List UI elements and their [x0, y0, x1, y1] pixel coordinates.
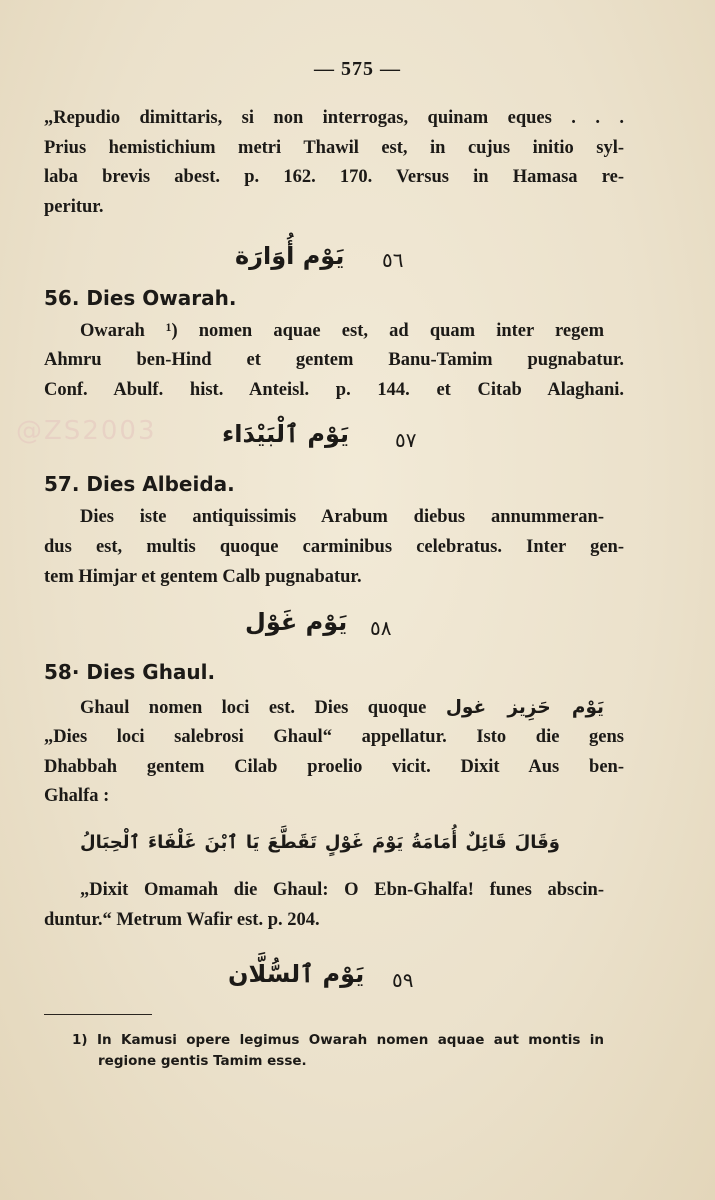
- text-line: „Dixit Omamah die Ghaul: O Ebn-Ghalfa! funes abscin-: [80, 880, 604, 900]
- paragraph-58: [80, 693, 604, 724]
- arabic-verse: وَقَالَ قَائِلٌ أُمَامَةُ يَوْمَ غَوْلٍ تَقَطَّعَ يَا ٱبْنَ غَلْفَاءَ ٱلْحِبَالُ: [80, 832, 560, 853]
- heading-57: 57. Dies Albeida.: [44, 472, 235, 496]
- arabic-inline: يَوْم حَزِيز غول: [445, 697, 604, 718]
- text-line: peritur.: [44, 196, 104, 217]
- arabic-number-58: ٥٨: [370, 616, 392, 640]
- page-number: — 575 —: [314, 58, 401, 80]
- text-line: Ahmru ben-Hind et gentem Banu-Tamim pugnabatur.: [44, 350, 624, 370]
- paragraph-56-cont: [44, 346, 624, 405]
- watermark: @ZS2003: [16, 416, 157, 446]
- text-line: dus est, multis quoque carminibus celebratus. Inter gen-: [44, 537, 624, 557]
- heading-56: 56. Dies Owarah.: [44, 286, 237, 310]
- arabic-title-56: يَوْم أُوَارَة: [235, 242, 345, 270]
- arabic-number-57: ٥٧: [395, 428, 417, 452]
- footnote-line: 1) In Kamusi opere legimus Owarah nomen aquae aut montis in: [72, 1032, 604, 1048]
- text-line: Dhabbah gentem Cilab proelio vicit. Dixit Aus ben-: [44, 756, 624, 777]
- paragraph-58-translation: [80, 876, 604, 906]
- paragraph-56: [80, 317, 604, 347]
- arabic-title-58: يَوْم غَوْل: [245, 608, 348, 636]
- text-line: „Repudio dimittaris, si non interrogas, quinam eques . . .: [44, 108, 624, 128]
- arabic-number-56: ٥٦: [382, 248, 404, 272]
- text-line: laba brevis abest. p. 162. 170. Versus in Hamasa re-: [44, 167, 624, 187]
- arabic-title-59: يَوْم ٱلسُّلَّان: [228, 960, 365, 988]
- text-line: [80, 693, 604, 724]
- paragraph-58-translation-cont: [44, 906, 624, 936]
- footnote-rule: [44, 1014, 152, 1015]
- intro-paragraph: [44, 104, 624, 222]
- paragraph-57-cont: [44, 533, 624, 592]
- text-line: duntur.“ Metrum Wafir est. p. 204.: [44, 910, 320, 930]
- text-line: Conf. Abulf. hist. Anteisl. p. 144. et Citab Alaghani.: [44, 379, 624, 400]
- latin-text: Ghaul nomen loci est. Dies quoque: [80, 698, 427, 718]
- text-line: Prius hemistichium metri Thawil est, in cujus initio syl-: [44, 137, 624, 158]
- paragraph-57: [80, 503, 604, 533]
- heading-58: 58· Dies Ghaul.: [44, 660, 216, 684]
- arabic-number-59: ٥٩: [392, 968, 414, 992]
- paragraph-58-cont: [44, 723, 624, 812]
- text-line: Ghalfa :: [44, 786, 110, 806]
- text-line: „Dies loci salebrosi Ghaul“ appellatur. Isto die gens: [44, 727, 624, 747]
- text-line: Owarah ¹) nomen aquae est, ad quam inter regem: [80, 321, 604, 341]
- footnote: [72, 1030, 604, 1072]
- text-line: tem Himjar et gentem Calb pugnabatur.: [44, 566, 362, 587]
- arabic-title-57: يَوْم ٱلْبَيْدَاء: [222, 420, 350, 448]
- footnote-line: regione gentis Tamim esse.: [98, 1053, 307, 1069]
- text-line: Dies iste antiquissimis Arabum diebus annummeran-: [80, 507, 604, 527]
